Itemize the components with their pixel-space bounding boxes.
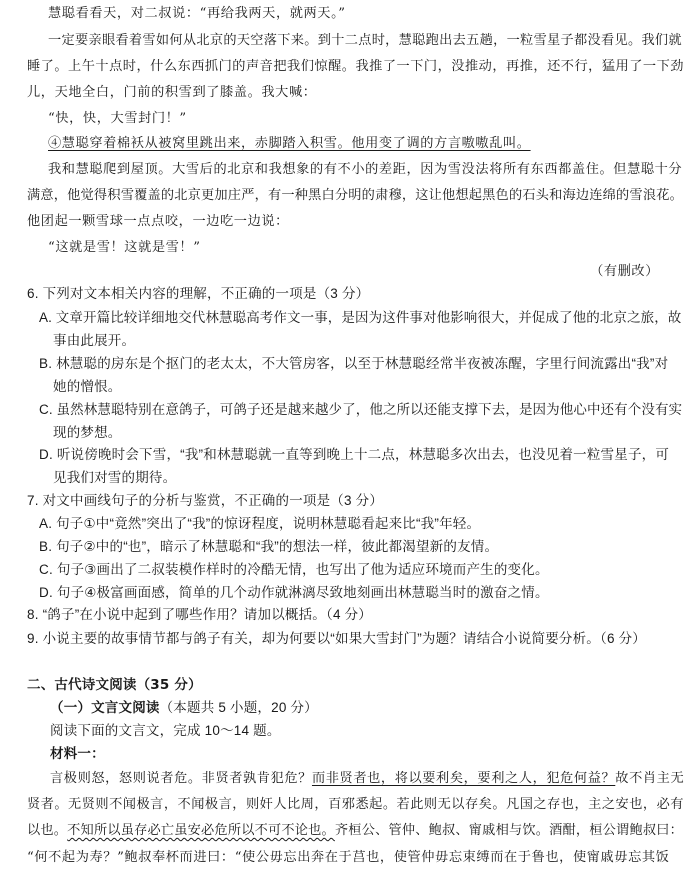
subheading-bold-part: （一）文言文阅读	[50, 700, 160, 715]
passage-paragraph-3: “快，快，大雪封门！”	[48, 111, 187, 126]
passage-paragraph-5-line-3: 他团起一颗雪球一点点咬，一边吃一边说：	[27, 214, 289, 229]
passage-paragraph-2-line-3: 儿，天地全白，门前的积雪到了膝盖。我大喊：	[27, 85, 317, 100]
section-2-title: 二、古代诗文阅读（35 分）	[27, 677, 202, 693]
question-6-option-c-line-2: 现的梦想。	[53, 425, 122, 440]
passage-paragraph-5-line-2: 满意，他觉得积雪覆盖的北京更加庄严，有一种黑白分明的肃穆，这让他想起黑色的石头和海边连绵的雪浪花。	[27, 188, 683, 203]
question-6-option-b-line-1: B. 林慧聪的房东是个抠门的老太太，不大管房客，以至于林慧聪经常半夜被冻醒，字里行间流露出“我”对	[39, 356, 669, 371]
subheading-rest: （本题共 5 小题，20 分）	[159, 700, 318, 715]
question-7-option-b: B. 句子②中的“也”，暗示了林慧聪和“我”的想法一样，彼此都渴望新的友情。	[39, 539, 499, 554]
passage-source-note: （有删改）	[590, 264, 659, 279]
question-6-option-b-line-2: 她的憎恨。	[53, 379, 122, 394]
classical-text-line-1	[50, 770, 684, 788]
classical-line-3-wavy-underlined: 不知所以虽存必亡虽安必危所以不可不论也。	[67, 823, 335, 838]
classical-line-3-start: 以也。	[27, 823, 68, 838]
passage-paragraph-2-line-2: 睡了。上午十点时，什么东西抓门的声音把我们惊醒。我推了一下门，没推动，再推，还不行，猛用了一下劲	[27, 59, 684, 74]
classical-line-1-end: 故不肖主无	[615, 771, 685, 786]
question-7-stem: 7. 对文中画线句子的分析与鉴赏，不正确的一项是（3 分）	[27, 493, 384, 508]
classical-line-3-end: 齐桓公、管仲、鲍叔、甯戚相与饮。酒酣，桓公谓鲍叔曰：	[334, 823, 683, 838]
question-6-option-a-line-1: A. 文章开篇比较详细地交代林慧聪高考作文一事，是因为这件事对他影响很大，并促成了他的北京之旅，故	[39, 310, 682, 325]
question-6-stem: 6. 下列对文本相关内容的理解，不正确的一项是（3 分）	[27, 286, 370, 301]
question-6-option-d-line-2: 见我们对雪的期待。	[53, 470, 177, 485]
classical-text-line-3	[27, 822, 683, 840]
passage-paragraph-5-line-1: 我和慧聪爬到屋顶。大雪后的北京和我想象的有不小的差距，因为雪没法将所有东西都盖住。但慧聪十分	[48, 162, 683, 177]
question-6-option-d-line-1: D. 听说傍晚时会下雪，“我”和林慧聪就一直等到晚上十二点，林慧聪多次出去，也没见着一粒雪星子，可	[39, 447, 670, 462]
classical-text-line-4: “何不起为寿？”鲍叔奉杯而进曰：“使公毋忘出奔在于莒也，使管仲毋忘束缚而在于鲁也，使甯戚毋忘其饭	[27, 850, 670, 865]
passage-paragraph-6: “这就是雪！这就是雪！”	[48, 240, 201, 255]
question-7-option-c: C. 句子③画出了二叔装模作样时的冷酷无情，也写出了他为适应环境而产生的变化。	[39, 562, 549, 577]
question-7-option-a: A. 句子①中“竟然”突出了“我”的惊讶程度，说明林慧聪看起来比“我”年轻。	[39, 516, 481, 531]
classical-line-1-underlined: 而非贤者也，将以要利矣，要利之人，犯危何益？	[311, 771, 616, 786]
passage-underlined-sentence-4: ④慧聪穿着棉袄从被窝里跳出来，赤脚踏入积雪。他用变了调的方言嗷嗷乱叫。	[48, 136, 531, 151]
question-6-option-c-line-1: C. 虽然林慧聪特别在意鸽子，可鸽子还是越来越少了，他之所以还能支撑下去，是因为他心中还有个没有实	[39, 402, 683, 417]
question-7-option-d: D. 句子④极富画面感，简单的几个动作就淋漓尽致地刻画出林慧聪当时的激奋之情。	[39, 585, 549, 600]
passage-paragraph-1: 慧聪看看天，对二叔说：“再给我两天，就两天。”	[48, 6, 346, 21]
classical-text-line-2: 贤者。无贤则不闻极言，不闻极言，则奸人比周，百邪悉起。若此则无以存矣。凡国之存也，主之安也，必有	[27, 797, 684, 812]
question-6-option-a-line-2: 事由此展开。	[53, 333, 136, 348]
classical-line-1-start: 言极则怒，怒则说者危。非贤者孰肯犯危？	[50, 771, 312, 786]
section-2-instruction: 阅读下面的文言文，完成 10～14 题。	[50, 723, 281, 738]
section-2-subheading	[50, 699, 318, 717]
question-8: 8. “鸽子”在小说中起到了哪些作用？请加以概括。（4 分）	[27, 607, 373, 622]
passage-paragraph-2-line-1: 一定要亲眼看着雪如何从北京的天空落下来。到十二点时，慧聪跑出去五趟，一粒雪星子都没看见。我们就	[48, 33, 682, 48]
material-1-label: 材料一：	[50, 746, 105, 762]
question-9: 9. 小说主要的故事情节都与鸽子有关，却为何要以“如果大雪封门”为题？请结合小说简要分析。（6 分）	[27, 631, 647, 646]
